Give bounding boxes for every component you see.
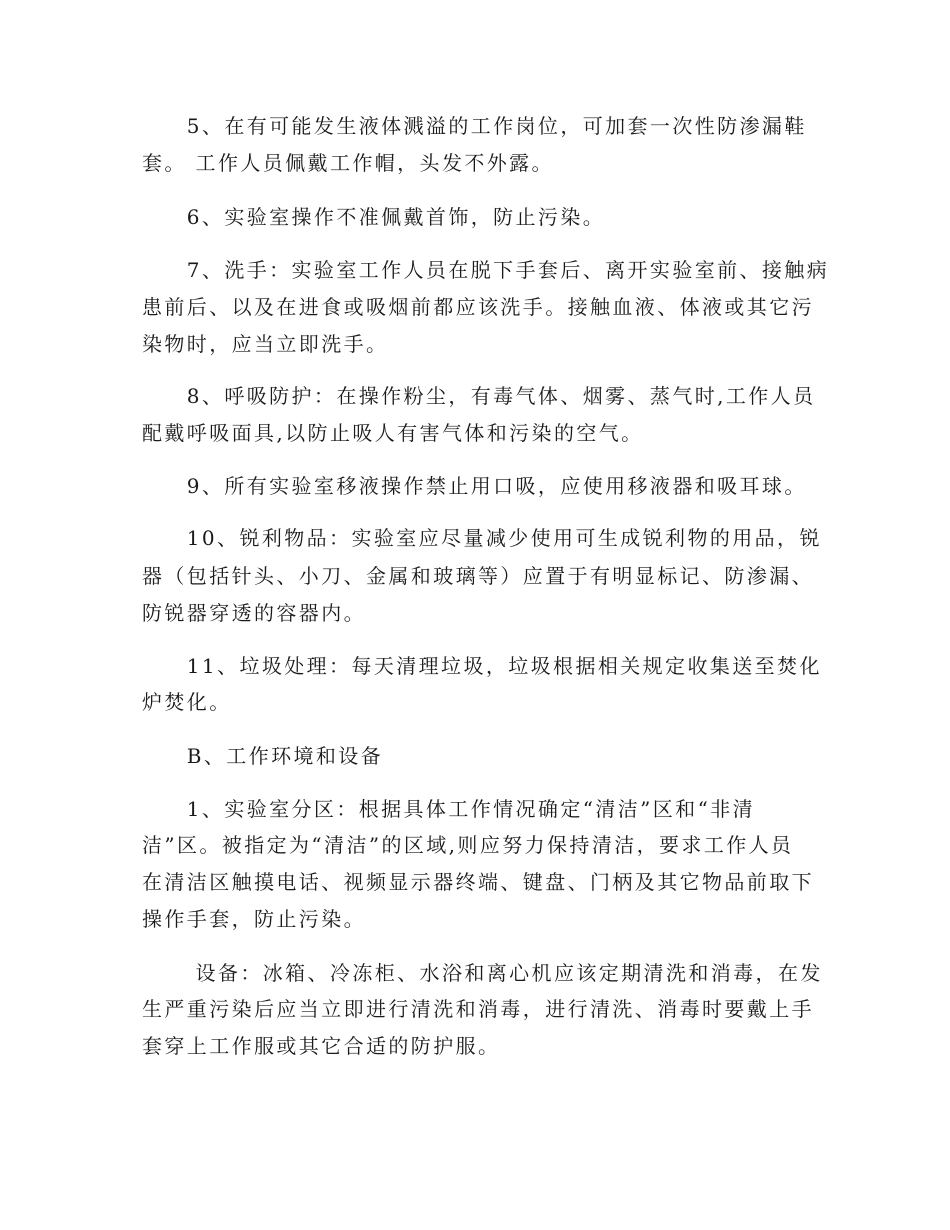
text-line: 患前后、以及在进食或吸烟前都应该洗手。接触血液、体液或其它污 [142, 295, 814, 319]
text-line: 炉焚化。 [142, 690, 232, 714]
text-line: 在清洁区触摸电话、视频显示器终端、键盘、门柄及其它物品前取下 [142, 870, 814, 894]
text-line: 操作手套，防止污染。 [142, 907, 366, 931]
text-line: 生严重污染后应当立即进行清洗和消毒，进行清洗、消毒时要戴上手 [142, 997, 814, 1021]
text-line: 5、在有可能发生液体溅溢的工作岗位，可加套一次性防渗漏鞋 [142, 114, 807, 138]
text-line: 染物时，应当立即洗手。 [142, 332, 389, 356]
text-line: 套。 工作人员佩戴工作帽，头发不外露。 [142, 151, 554, 175]
text-line: 7、洗手：实验室工作人员在脱下手套后、离开实验室前、接触病 [142, 258, 830, 282]
text-line: 设备：冰箱、冷冻柜、水浴和离心机应该定期清洗和消毒，在发 [142, 961, 823, 985]
text-line: 9、所有实验室移液操作禁止用口吸，应使用移液器和吸耳球。 [142, 474, 807, 498]
text-line: 防锐器穿透的容器内。 [142, 601, 366, 625]
text-line: 6、实验室操作不准佩戴首饰，防止污染。 [142, 205, 606, 229]
text-line: 器（包括针头、小刀、金属和玻璃等）应置于有明显标记、防渗漏、 [142, 564, 814, 588]
text-line: B、工作环境和设备 [142, 744, 384, 768]
text-line: 洁”区。被指定为“清洁”的区域,则应努力保持清洁，要求工作人员 [142, 833, 794, 857]
text-line: 配戴呼吸面具,以防止吸人有害气体和污染的空气。 [142, 421, 644, 445]
text-line: 8、呼吸防护：在操作粉尘，有毒气体、烟雾、蒸气时,工作人员 [142, 384, 816, 408]
text-line: 10、锐利物品：实验室应尽量减少使用可生成锐利物的用品，锐 [142, 526, 822, 550]
text-line: 1、实验室分区：根据具体工作情况确定“清洁”区和“非清 [142, 797, 755, 821]
text-line: 套穿上工作服或其它合适的防护服。 [142, 1034, 501, 1058]
text-line: 11、垃圾处理：每天清理垃圾，垃圾根据相关规定收集送至焚化 [142, 654, 822, 678]
